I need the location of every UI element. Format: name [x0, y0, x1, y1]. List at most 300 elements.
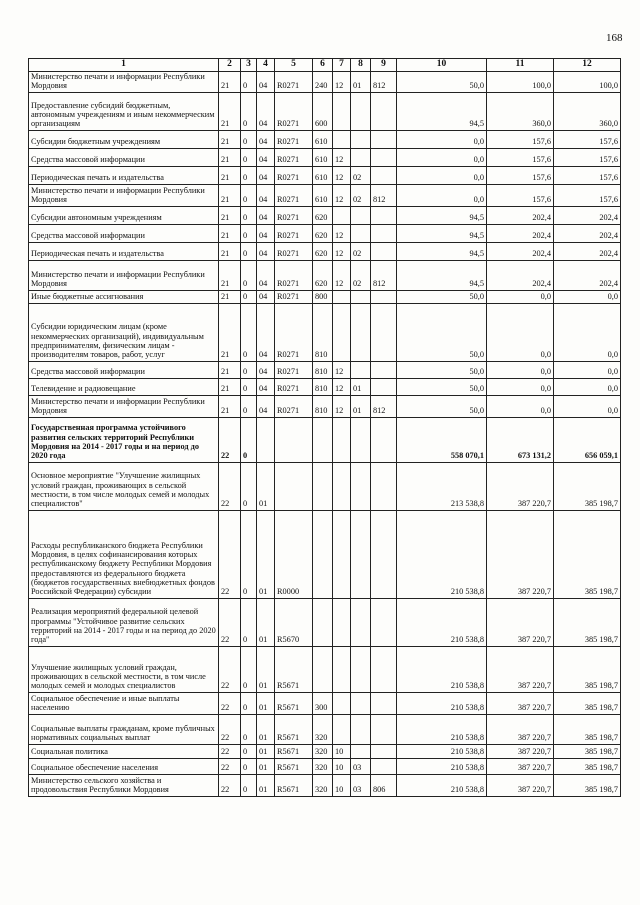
subsection-cell [351, 417, 371, 462]
table-row [29, 646, 621, 692]
program-cell: 0 [241, 148, 257, 166]
ministry-code-cell [371, 206, 397, 224]
subsection-cell [351, 290, 371, 303]
target-article-cell: R0271 [275, 148, 313, 166]
header-row [29, 59, 621, 72]
target-article-cell: R0271 [275, 395, 313, 417]
amount-2018-cell: 94,5 [397, 224, 487, 242]
amount-2020-cell: 385 198,7 [554, 598, 621, 646]
table-row [29, 224, 621, 242]
program-cell: 0 [241, 692, 257, 714]
expense-type-cell: 300 [313, 692, 333, 714]
subprogram-cell: 01 [257, 510, 275, 598]
subsection-cell [351, 598, 371, 646]
amount-2018-cell: 210 538,8 [397, 510, 487, 598]
amount-2018-cell: 50,0 [397, 378, 487, 395]
section-cell: 12 [333, 72, 351, 93]
section-cell: 12 [333, 166, 351, 184]
target-article-cell: R0271 [275, 92, 313, 130]
amount-2018-cell: 94,5 [397, 242, 487, 260]
expense-type-cell: 810 [313, 303, 333, 361]
amount-2020-cell: 157,6 [554, 184, 621, 206]
item-name-cell: Министерство сельского хозяйства и продовольствия Республики Мордовия [29, 774, 219, 796]
amount-2020-cell: 385 198,7 [554, 758, 621, 774]
admin-code-cell: 22 [219, 714, 241, 744]
subsection-cell: 02 [351, 166, 371, 184]
target-article-cell: R0271 [275, 242, 313, 260]
page-number: 168 [606, 32, 623, 44]
amount-2018-cell: 50,0 [397, 72, 487, 93]
table-row [29, 242, 621, 260]
amount-2019-cell: 0,0 [487, 290, 554, 303]
expense-type-cell: 610 [313, 148, 333, 166]
expense-type-cell [313, 417, 333, 462]
subprogram-cell: 01 [257, 774, 275, 796]
program-cell: 0 [241, 72, 257, 93]
item-name-cell: Расходы республиканского бюджета Республики Мордовия, в целях софинансирования которых республиканскому бюджету Республики Мордовия предоставляются из федерального бюджета (бюджетов государственных внебюджетных фондов Российской Федерации) субсидии [29, 510, 219, 598]
section-cell: 12 [333, 184, 351, 206]
ministry-code-cell [371, 417, 397, 462]
admin-code-cell: 21 [219, 130, 241, 148]
amount-2020-cell: 385 198,7 [554, 744, 621, 758]
subsection-cell [351, 130, 371, 148]
subsection-cell: 01 [351, 378, 371, 395]
table-row [29, 378, 621, 395]
expense-type-cell: 320 [313, 758, 333, 774]
admin-code-cell: 22 [219, 646, 241, 692]
item-name-cell: Основное мероприятие "Улучшение жилищных условий граждан, проживающих в сельской местности, в том числе молодых семей и молодых специалистов" [29, 462, 219, 510]
amount-2019-cell: 387 220,7 [487, 598, 554, 646]
program-cell: 0 [241, 290, 257, 303]
expense-type-cell: 810 [313, 361, 333, 378]
amount-2018-cell: 210 538,8 [397, 692, 487, 714]
expense-type-cell: 620 [313, 206, 333, 224]
ministry-code-cell [371, 692, 397, 714]
amount-2018-cell: 50,0 [397, 303, 487, 361]
program-cell: 0 [241, 166, 257, 184]
table-row [29, 692, 621, 714]
program-cell: 0 [241, 361, 257, 378]
item-name-cell: Реализация мероприятий федеральной целевой программы "Устойчивое развитие сельских территорий на 2014 - 2017 годы и на период до 2020 года" [29, 598, 219, 646]
section-cell [333, 714, 351, 744]
col-header-4: 4 [257, 59, 275, 72]
subsection-cell [351, 303, 371, 361]
amount-2020-cell: 202,4 [554, 242, 621, 260]
subsection-cell [351, 510, 371, 598]
admin-code-cell: 21 [219, 290, 241, 303]
program-cell: 0 [241, 598, 257, 646]
ministry-code-cell [371, 130, 397, 148]
amount-2018-cell: 0,0 [397, 184, 487, 206]
subprogram-cell: 01 [257, 692, 275, 714]
amount-2019-cell: 387 220,7 [487, 510, 554, 598]
ministry-code-cell [371, 714, 397, 744]
amount-2020-cell: 0,0 [554, 378, 621, 395]
item-name-cell: Министерство печати и информации Республики Мордовия [29, 184, 219, 206]
col-header-1: 1 [29, 59, 219, 72]
section-cell [333, 692, 351, 714]
section-cell [333, 462, 351, 510]
item-name-cell: Предоставление субсидий бюджетным, автономным учреждениям и иным некоммерческим организациям [29, 92, 219, 130]
table-row [29, 361, 621, 378]
admin-code-cell: 22 [219, 774, 241, 796]
admin-code-cell: 21 [219, 260, 241, 290]
expense-type-cell: 610 [313, 130, 333, 148]
ministry-code-cell [371, 510, 397, 598]
expense-type-cell [313, 462, 333, 510]
subsection-cell: 03 [351, 758, 371, 774]
amount-2019-cell: 0,0 [487, 303, 554, 361]
item-name-cell: Социальное обеспечение и иные выплаты населению [29, 692, 219, 714]
budget-table [28, 58, 621, 797]
amount-2019-cell: 387 220,7 [487, 462, 554, 510]
ministry-code-cell [371, 303, 397, 361]
subprogram-cell: 01 [257, 598, 275, 646]
col-header-8: 8 [351, 59, 371, 72]
subprogram-cell: 01 [257, 744, 275, 758]
ministry-code-cell: 812 [371, 72, 397, 93]
subsection-cell: 02 [351, 260, 371, 290]
amount-2019-cell: 202,4 [487, 260, 554, 290]
ministry-code-cell [371, 378, 397, 395]
item-name-cell: Социальные выплаты гражданам, кроме публичных нормативных социальных выплат [29, 714, 219, 744]
subprogram-cell: 04 [257, 166, 275, 184]
table-row [29, 148, 621, 166]
table-row [29, 166, 621, 184]
col-header-9: 9 [371, 59, 397, 72]
program-cell: 0 [241, 303, 257, 361]
subprogram-cell: 04 [257, 290, 275, 303]
amount-2018-cell: 0,0 [397, 148, 487, 166]
amount-2018-cell: 50,0 [397, 361, 487, 378]
amount-2019-cell: 387 220,7 [487, 646, 554, 692]
col-header-3: 3 [241, 59, 257, 72]
expense-type-cell: 620 [313, 260, 333, 290]
section-cell: 12 [333, 361, 351, 378]
subprogram-cell [257, 417, 275, 462]
amount-2018-cell: 213 538,8 [397, 462, 487, 510]
amount-2018-cell: 0,0 [397, 166, 487, 184]
section-cell: 12 [333, 148, 351, 166]
amount-2020-cell: 385 198,7 [554, 714, 621, 744]
table-row [29, 303, 621, 361]
amount-2020-cell: 0,0 [554, 395, 621, 417]
table-row [29, 758, 621, 774]
subprogram-cell: 04 [257, 242, 275, 260]
expense-type-cell: 600 [313, 92, 333, 130]
ministry-code-cell: 806 [371, 774, 397, 796]
table-row [29, 72, 621, 93]
item-name-cell: Периодическая печать и издательства [29, 242, 219, 260]
amount-2018-cell: 210 538,8 [397, 744, 487, 758]
subprogram-cell: 04 [257, 378, 275, 395]
item-name-cell: Улучшение жилищных условий граждан, проживающих в сельской местности, в том числе молодых семей и молодых специалистов [29, 646, 219, 692]
amount-2019-cell: 0,0 [487, 395, 554, 417]
target-article-cell: R0000 [275, 510, 313, 598]
table-body [29, 72, 621, 797]
target-article-cell: R5671 [275, 758, 313, 774]
program-cell: 0 [241, 744, 257, 758]
amount-2020-cell: 202,4 [554, 206, 621, 224]
admin-code-cell: 21 [219, 378, 241, 395]
expense-type-cell: 620 [313, 224, 333, 242]
admin-code-cell: 21 [219, 395, 241, 417]
item-name-cell: Министерство печати и информации Республики Мордовия [29, 260, 219, 290]
program-cell: 0 [241, 510, 257, 598]
target-article-cell: R0271 [275, 130, 313, 148]
expense-type-cell: 800 [313, 290, 333, 303]
section-cell: 12 [333, 242, 351, 260]
subprogram-cell: 04 [257, 130, 275, 148]
amount-2019-cell: 157,6 [487, 166, 554, 184]
subprogram-cell: 01 [257, 714, 275, 744]
subprogram-cell: 04 [257, 395, 275, 417]
amount-2020-cell: 385 198,7 [554, 774, 621, 796]
subsection-cell: 03 [351, 774, 371, 796]
section-cell [333, 598, 351, 646]
expense-type-cell [313, 510, 333, 598]
ministry-code-cell [371, 92, 397, 130]
amount-2018-cell: 50,0 [397, 395, 487, 417]
ministry-code-cell [371, 290, 397, 303]
subsection-cell [351, 224, 371, 242]
admin-code-cell: 22 [219, 744, 241, 758]
expense-type-cell: 810 [313, 378, 333, 395]
expense-type-cell: 240 [313, 72, 333, 93]
amount-2020-cell: 385 198,7 [554, 646, 621, 692]
admin-code-cell: 22 [219, 692, 241, 714]
table-row [29, 714, 621, 744]
subsection-cell: 02 [351, 242, 371, 260]
subsection-cell [351, 92, 371, 130]
amount-2019-cell: 202,4 [487, 224, 554, 242]
table-row [29, 510, 621, 598]
subprogram-cell: 01 [257, 758, 275, 774]
expense-type-cell: 320 [313, 714, 333, 744]
item-name-cell: Периодическая печать и издательства [29, 166, 219, 184]
subprogram-cell: 04 [257, 72, 275, 93]
item-name-cell: Телевидение и радиовещание [29, 378, 219, 395]
section-cell: 12 [333, 378, 351, 395]
target-article-cell: R0271 [275, 260, 313, 290]
ministry-code-cell [371, 598, 397, 646]
amount-2019-cell: 387 220,7 [487, 774, 554, 796]
program-cell: 0 [241, 714, 257, 744]
amount-2018-cell: 94,5 [397, 206, 487, 224]
target-article-cell: R0271 [275, 290, 313, 303]
admin-code-cell: 21 [219, 361, 241, 378]
col-header-11: 11 [487, 59, 554, 72]
admin-code-cell: 21 [219, 184, 241, 206]
target-article-cell: R0271 [275, 184, 313, 206]
subprogram-cell: 04 [257, 92, 275, 130]
program-cell: 0 [241, 206, 257, 224]
expense-type-cell [313, 598, 333, 646]
admin-code-cell: 22 [219, 510, 241, 598]
table-row [29, 184, 621, 206]
amount-2018-cell: 210 538,8 [397, 774, 487, 796]
admin-code-cell: 21 [219, 72, 241, 93]
ministry-code-cell [371, 242, 397, 260]
subsection-cell [351, 462, 371, 510]
subsection-cell [351, 714, 371, 744]
target-article-cell [275, 417, 313, 462]
ministry-code-cell [371, 462, 397, 510]
ministry-code-cell [371, 148, 397, 166]
subsection-cell: 01 [351, 395, 371, 417]
ministry-code-cell [371, 361, 397, 378]
program-cell: 0 [241, 130, 257, 148]
section-cell: 10 [333, 758, 351, 774]
table-row [29, 744, 621, 758]
section-cell: 12 [333, 260, 351, 290]
item-name-cell: Государственная программа устойчивого развития сельских территорий Республики Мордовия на 2014 - 2017 годы и на период до 2020 года [29, 417, 219, 462]
amount-2018-cell: 94,5 [397, 92, 487, 130]
section-cell [333, 303, 351, 361]
subprogram-cell: 04 [257, 148, 275, 166]
amount-2020-cell: 157,6 [554, 130, 621, 148]
amount-2019-cell: 202,4 [487, 206, 554, 224]
program-cell: 0 [241, 378, 257, 395]
amount-2019-cell: 0,0 [487, 361, 554, 378]
amount-2018-cell: 210 538,8 [397, 714, 487, 744]
target-article-cell: R0271 [275, 378, 313, 395]
amount-2019-cell: 100,0 [487, 72, 554, 93]
program-cell: 0 [241, 224, 257, 242]
item-name-cell: Средства массовой информации [29, 148, 219, 166]
admin-code-cell: 22 [219, 417, 241, 462]
admin-code-cell: 21 [219, 303, 241, 361]
amount-2019-cell: 157,6 [487, 184, 554, 206]
subprogram-cell: 04 [257, 184, 275, 206]
program-cell: 0 [241, 242, 257, 260]
expense-type-cell: 620 [313, 242, 333, 260]
amount-2020-cell: 0,0 [554, 303, 621, 361]
section-cell [333, 290, 351, 303]
amount-2018-cell: 210 538,8 [397, 646, 487, 692]
item-name-cell: Социальная политика [29, 744, 219, 758]
ministry-code-cell: 812 [371, 184, 397, 206]
col-header-12: 12 [554, 59, 621, 72]
amount-2019-cell: 157,6 [487, 148, 554, 166]
subsection-cell: 02 [351, 184, 371, 206]
subprogram-cell: 01 [257, 646, 275, 692]
ministry-code-cell [371, 744, 397, 758]
admin-code-cell: 21 [219, 148, 241, 166]
amount-2019-cell: 673 131,2 [487, 417, 554, 462]
table-row [29, 395, 621, 417]
amount-2018-cell: 210 538,8 [397, 758, 487, 774]
subsection-cell [351, 148, 371, 166]
program-cell: 0 [241, 646, 257, 692]
target-article-cell: R5671 [275, 714, 313, 744]
expense-type-cell: 320 [313, 774, 333, 796]
amount-2020-cell: 100,0 [554, 72, 621, 93]
target-article-cell: R5671 [275, 646, 313, 692]
amount-2018-cell: 0,0 [397, 130, 487, 148]
target-article-cell [275, 462, 313, 510]
admin-code-cell: 22 [219, 598, 241, 646]
target-article-cell: R0271 [275, 224, 313, 242]
subprogram-cell: 01 [257, 462, 275, 510]
target-article-cell: R0271 [275, 206, 313, 224]
col-header-6: 6 [313, 59, 333, 72]
amount-2020-cell: 385 198,7 [554, 510, 621, 598]
item-name-cell: Субсидии автономным учреждениям [29, 206, 219, 224]
target-article-cell: R0271 [275, 166, 313, 184]
section-cell [333, 646, 351, 692]
subprogram-cell: 04 [257, 224, 275, 242]
admin-code-cell: 22 [219, 462, 241, 510]
expense-type-cell: 810 [313, 395, 333, 417]
subsection-cell [351, 692, 371, 714]
subprogram-cell: 04 [257, 206, 275, 224]
section-cell: 12 [333, 224, 351, 242]
subprogram-cell: 04 [257, 260, 275, 290]
table-row [29, 598, 621, 646]
table-row [29, 206, 621, 224]
subsection-cell [351, 646, 371, 692]
amount-2020-cell: 202,4 [554, 260, 621, 290]
table-row [29, 290, 621, 303]
amount-2018-cell: 50,0 [397, 290, 487, 303]
program-cell: 0 [241, 462, 257, 510]
section-cell [333, 510, 351, 598]
ministry-code-cell [371, 758, 397, 774]
amount-2020-cell: 157,6 [554, 166, 621, 184]
amount-2020-cell: 0,0 [554, 361, 621, 378]
subprogram-cell: 04 [257, 361, 275, 378]
col-header-7: 7 [333, 59, 351, 72]
section-cell: 10 [333, 774, 351, 796]
item-name-cell: Средства массовой информации [29, 361, 219, 378]
section-cell [333, 130, 351, 148]
section-cell [333, 206, 351, 224]
program-cell: 0 [241, 92, 257, 130]
amount-2020-cell: 0,0 [554, 290, 621, 303]
col-header-2: 2 [219, 59, 241, 72]
ministry-code-cell [371, 646, 397, 692]
expense-type-cell: 610 [313, 166, 333, 184]
amount-2020-cell: 385 198,7 [554, 462, 621, 510]
program-cell: 0 [241, 184, 257, 206]
subsection-cell: 01 [351, 72, 371, 93]
amount-2020-cell: 360,0 [554, 92, 621, 130]
expense-type-cell: 610 [313, 184, 333, 206]
admin-code-cell: 22 [219, 758, 241, 774]
amount-2019-cell: 387 220,7 [487, 714, 554, 744]
target-article-cell: R5671 [275, 744, 313, 758]
expense-type-cell [313, 646, 333, 692]
target-article-cell: R0271 [275, 72, 313, 93]
table-row [29, 260, 621, 290]
amount-2019-cell: 387 220,7 [487, 758, 554, 774]
item-name-cell: Субсидии юридическим лицам (кроме некоммерческих организаций), индивидуальным предпринимателям, физическим лицам - производителям товаров, работ, услуг [29, 303, 219, 361]
amount-2019-cell: 360,0 [487, 92, 554, 130]
item-name-cell: Социальное обеспечение населения [29, 758, 219, 774]
admin-code-cell: 21 [219, 242, 241, 260]
amount-2019-cell: 387 220,7 [487, 744, 554, 758]
admin-code-cell: 21 [219, 166, 241, 184]
item-name-cell: Иные бюджетные ассигнования [29, 290, 219, 303]
subsection-cell [351, 361, 371, 378]
admin-code-cell: 21 [219, 92, 241, 130]
amount-2020-cell: 385 198,7 [554, 692, 621, 714]
expense-type-cell: 320 [313, 744, 333, 758]
ministry-code-cell [371, 224, 397, 242]
amount-2019-cell: 202,4 [487, 242, 554, 260]
subsection-cell [351, 744, 371, 758]
